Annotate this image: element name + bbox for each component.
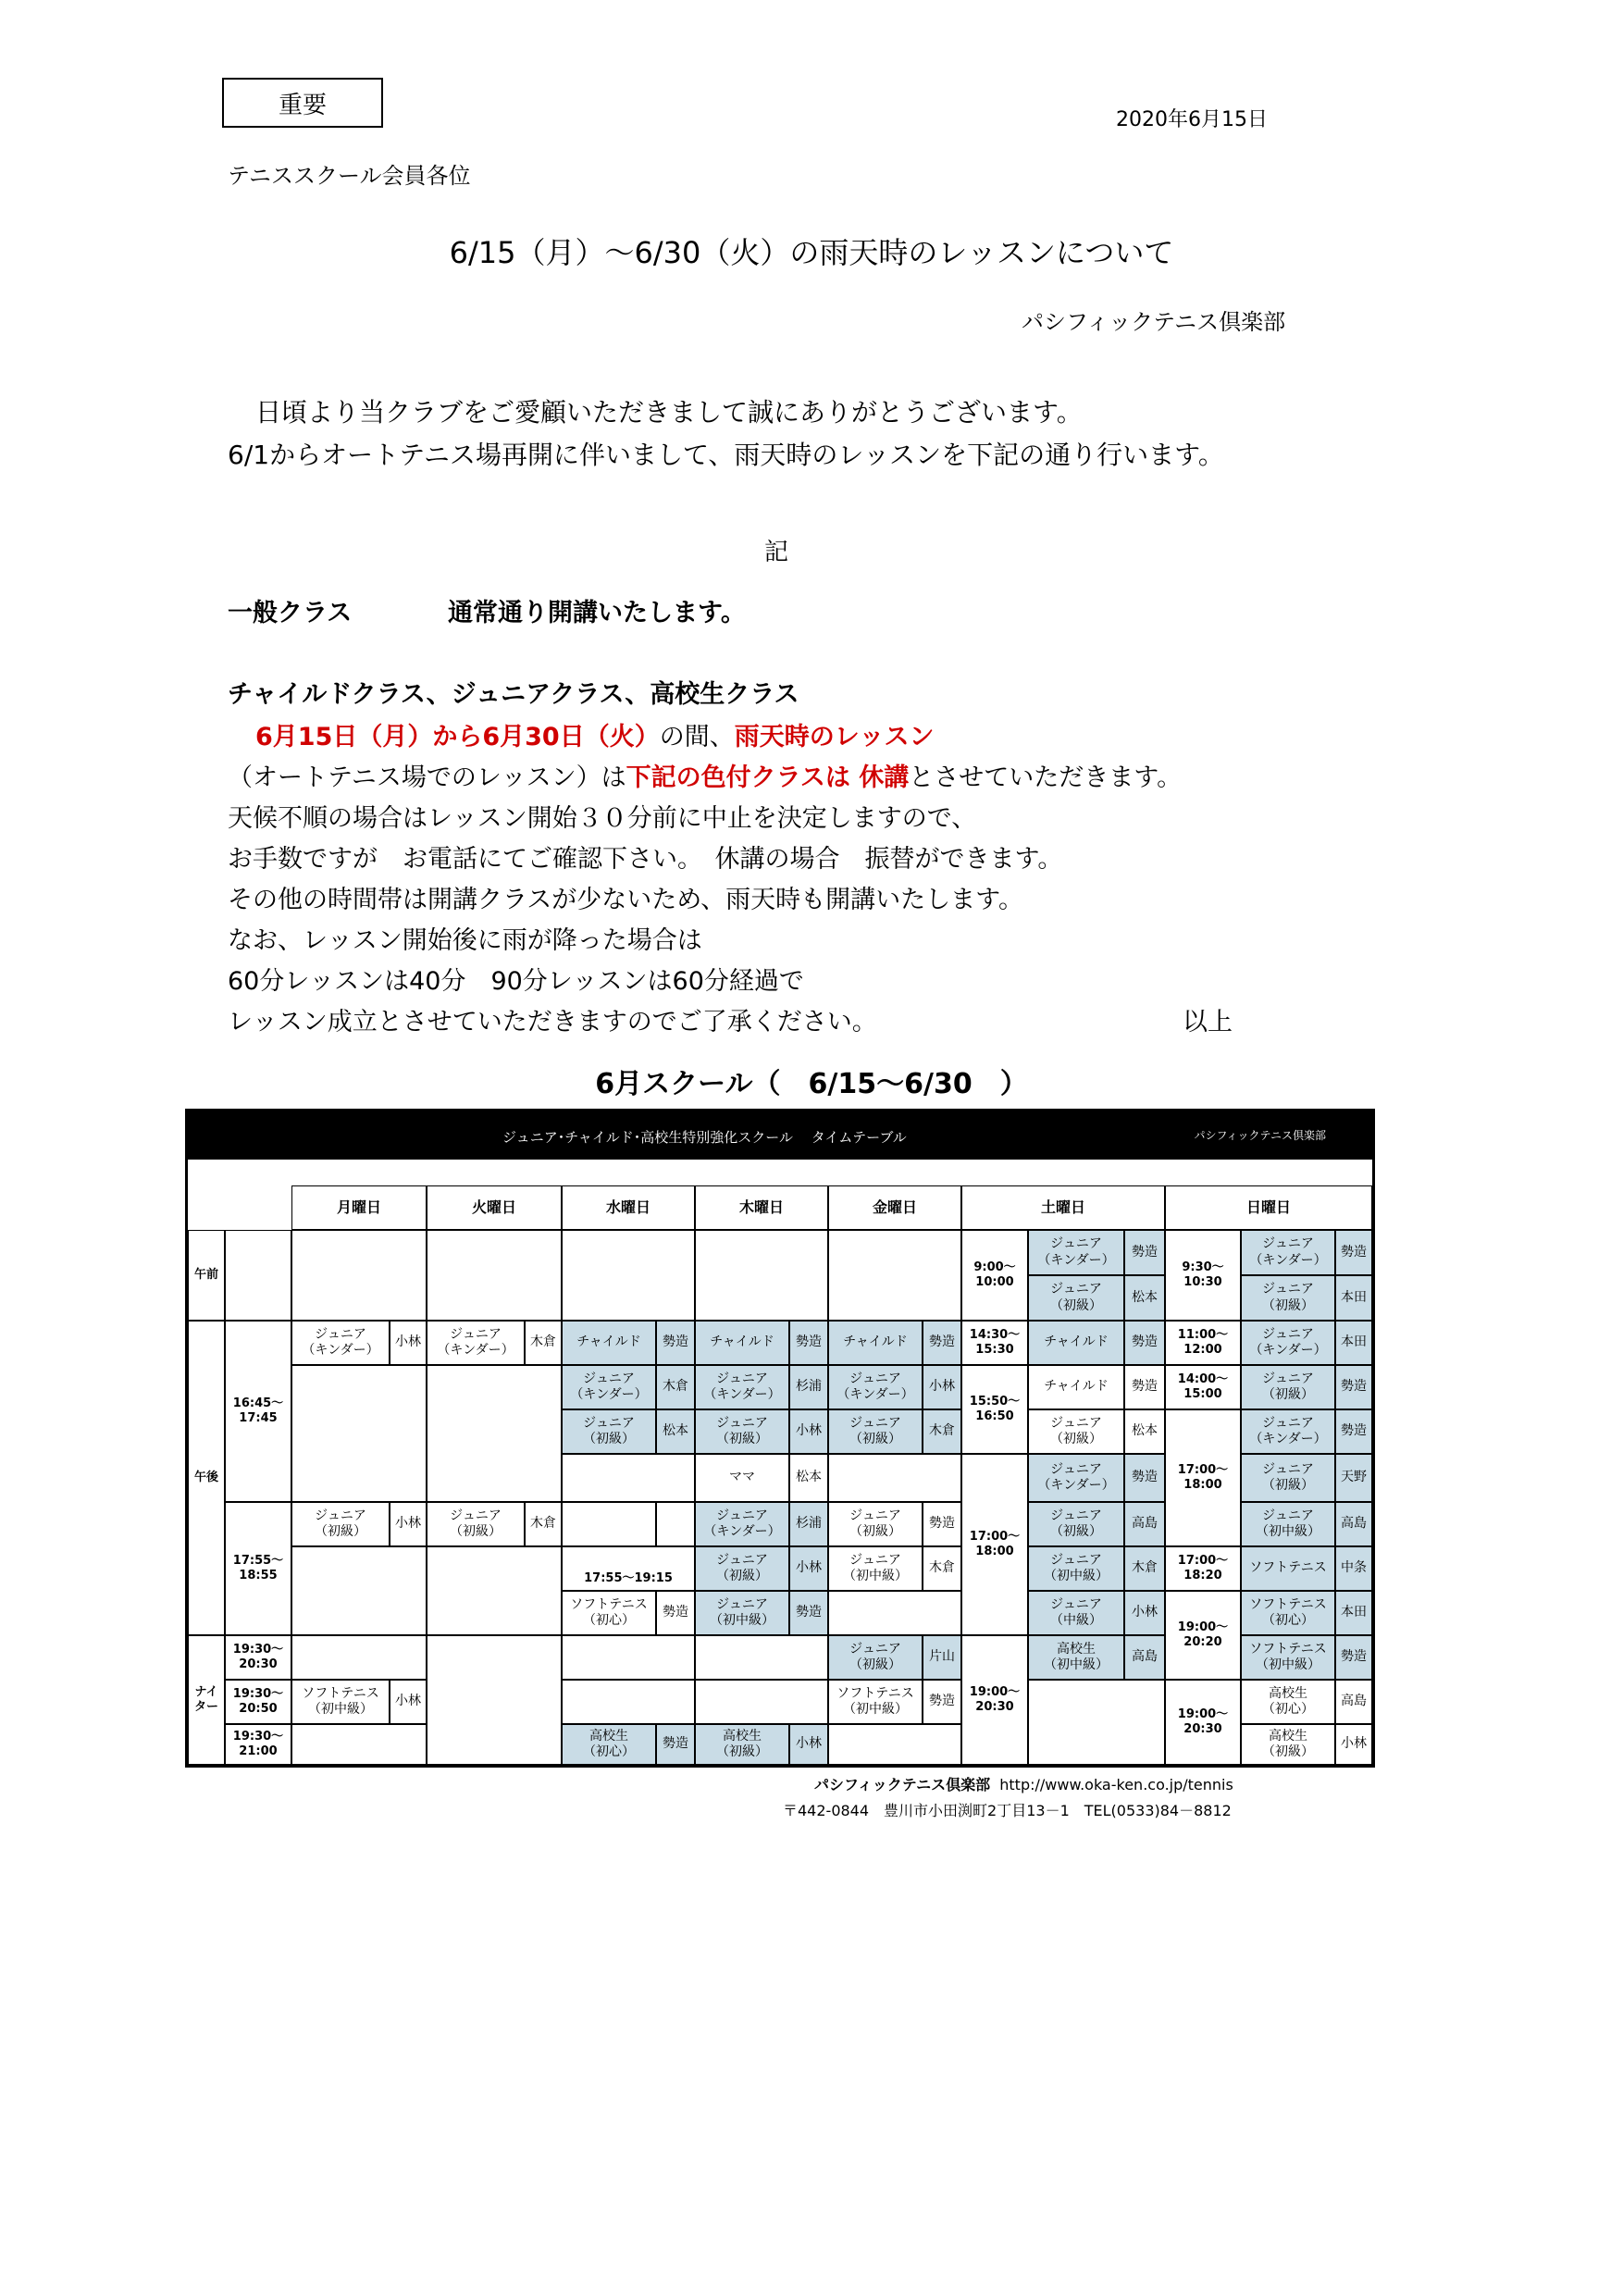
sun-coach: 本田 (1335, 1591, 1372, 1635)
cancel-red: 下記の色付クラスは 休講 (626, 763, 910, 792)
rain-lesson: 雨天時のレッスン (734, 723, 935, 751)
note-line-5: その他の時間帯は開講クラスが少ないため、雨天時も開講いたします。 (228, 886, 1023, 914)
time-n2: 19:30～ 20:50 (225, 1680, 291, 1724)
am-time-blank (225, 1230, 291, 1321)
thu-class: ママ (695, 1454, 789, 1502)
fri-class: チャイルド (828, 1321, 923, 1365)
sun-coach: 本田 (1335, 1321, 1372, 1365)
general-class-label: 一般クラス (228, 599, 353, 627)
note-line-7: 60分レッスンは40分 90分レッスンは60分経過で (228, 967, 804, 996)
time-sun7: 19:00～ 20:30 (1165, 1680, 1241, 1765)
wed-class: チャイルド (562, 1321, 656, 1365)
special-class-heading: チャイルドクラス、ジュニアクラス、高校生クラス (228, 680, 799, 709)
wed-blank (656, 1502, 695, 1546)
period-suffix: の間、 (659, 723, 735, 751)
am-wed-blank (562, 1230, 695, 1321)
sat-class: ジュニア （初中級） (1028, 1546, 1124, 1591)
am-tue-blank (427, 1230, 562, 1321)
fri-class: ジュニア （キンダー） (828, 1365, 923, 1409)
day-sat: 土曜日 (961, 1185, 1165, 1230)
wed-class: ジュニア （初級） (562, 1409, 656, 1454)
fri-class: ジュニア （初級） (828, 1635, 923, 1680)
fri-class: ジュニア （初級） (828, 1502, 923, 1546)
time-sat4: 17:00～ 18:00 (961, 1454, 1028, 1635)
wed-blank (562, 1454, 695, 1502)
document-date: 2020年6月15日 (1116, 108, 1268, 131)
sat-coach: 勢造 (1124, 1454, 1165, 1502)
wed-coach: 松本 (656, 1409, 695, 1454)
mon-blank (291, 1635, 427, 1680)
day-mon: 月曜日 (291, 1185, 427, 1230)
sun-coach: 勢造 (1335, 1409, 1372, 1454)
mon-class: ジュニア （キンダー） (291, 1321, 390, 1365)
time-sat2: 14:30～ 15:30 (961, 1321, 1028, 1365)
mon-coach: 小林 (390, 1502, 427, 1546)
day-thu: 木曜日 (695, 1185, 828, 1230)
sat-blank (1028, 1680, 1165, 1765)
time-sun6: 19:00～ 20:20 (1165, 1591, 1241, 1680)
footer-club-line (814, 1773, 1233, 1794)
sun-class: ジュニア （初級） (1241, 1365, 1335, 1409)
wed-coach: 勢造 (656, 1724, 695, 1765)
sat-class: ジュニア （キンダー） (1028, 1230, 1124, 1275)
time-sat3: 15:50～ 16:50 (961, 1365, 1028, 1454)
note-line-3: 天候不順の場合はレッスン開始３０分前に中止を決定しますので、 (228, 804, 977, 833)
day-tue: 火曜日 (427, 1185, 562, 1230)
note-line-6: なお、レッスン開始後に雨が降った場合は (228, 926, 702, 955)
fri-coach: 勢造 (923, 1680, 961, 1724)
fri-class: ジュニア （初級） (828, 1409, 923, 1454)
tue-blank (427, 1365, 562, 1502)
time-sun2: 11:00～ 12:00 (1165, 1321, 1241, 1365)
time-sun5: 17:00～ 18:20 (1165, 1546, 1241, 1591)
sat-coach: 木倉 (1124, 1546, 1165, 1591)
sat-class: チャイルド (1028, 1321, 1124, 1365)
sat-class: ジュニア （中級） (1028, 1591, 1124, 1635)
day-sun: 日曜日 (1165, 1185, 1372, 1230)
wed-blank (562, 1635, 695, 1680)
period-night: ナイター (188, 1635, 225, 1765)
tue-coach: 木倉 (525, 1321, 562, 1365)
thu-blank (695, 1635, 828, 1680)
sun-class: ソフトテニス （初中級） (1241, 1635, 1335, 1680)
time-sun3: 14:00～ 15:00 (1165, 1365, 1241, 1409)
footer-address: 〒442-0844 豊川市小田渕町2丁目13－1 TEL(0533)84－8812 (783, 1802, 1232, 1819)
time-wd2: 17:55～ 18:55 (225, 1502, 291, 1635)
timetable-header (188, 1111, 1372, 1160)
mon-blank (291, 1724, 427, 1765)
time-wd1: 16:45～ 17:45 (225, 1321, 291, 1502)
tue-blank (427, 1635, 562, 1765)
time-sun4: 17:00～ 18:00 (1165, 1409, 1241, 1546)
tue-class: ジュニア （キンダー） (427, 1321, 525, 1365)
thu-class: ジュニア （キンダー） (695, 1365, 789, 1409)
sat-coach: 勢造 (1124, 1321, 1165, 1365)
wed-night-time: 17:55～19:15 (562, 1546, 695, 1591)
footer-url[interactable]: http://www.oka-ken.co.jp/tennis (999, 1776, 1233, 1793)
thu-coach: 小林 (789, 1409, 828, 1454)
cancel-suffix: とさせていただきます。 (909, 763, 1183, 792)
sat-class: ジュニア （初級） (1028, 1409, 1124, 1454)
fri-class: ソフトテニス （初中級） (828, 1680, 923, 1724)
tue-coach: 木倉 (525, 1502, 562, 1546)
sun-class: ジュニア （初級） (1241, 1275, 1335, 1321)
wed-class: 高校生 （初心） (562, 1724, 656, 1765)
sun-class: ジュニア （キンダー） (1241, 1321, 1335, 1365)
cancel-prefix: （オートテニス場でのレッスン）は (228, 763, 626, 792)
sat-class: チャイルド (1028, 1365, 1124, 1409)
document-title: 6/15（月）～6/30（火）の雨天時のレッスンについて (449, 235, 1174, 270)
note-line-8: レッスン成立とさせていただきますのでご了承ください。 (228, 1008, 877, 1036)
ki-mark: 記 (764, 539, 789, 566)
sat-coach: 松本 (1124, 1409, 1165, 1454)
mon-blank (291, 1365, 427, 1502)
fri-coach: 勢造 (923, 1321, 961, 1365)
thu-coach: 小林 (789, 1546, 828, 1591)
period-dates: 6月15日（月）から6月30日（火） (255, 723, 660, 751)
sun-class: 高校生 （初心） (1241, 1680, 1335, 1724)
wed-coach: 勢造 (656, 1321, 695, 1365)
time-sun1: 9:30～ 10:30 (1165, 1230, 1241, 1321)
sat-coach: 松本 (1124, 1275, 1165, 1321)
sun-coach: 本田 (1335, 1275, 1372, 1321)
time-n1: 19:30～ 20:30 (225, 1635, 291, 1680)
wed-blank (562, 1502, 656, 1546)
fri-coach: 木倉 (923, 1409, 961, 1454)
sun-coach: 勢造 (1335, 1365, 1372, 1409)
time-sat5: 19:00～ 20:30 (961, 1635, 1028, 1765)
sat-coach: 勢造 (1124, 1230, 1165, 1275)
sat-class: 高校生 （初中級） (1028, 1635, 1124, 1680)
wed-coach: 木倉 (656, 1365, 695, 1409)
sun-coach: 中条 (1335, 1546, 1372, 1591)
sender: パシフィックテニス倶楽部 (1022, 309, 1286, 335)
intro-line-1: 日頃より当クラブをご愛顧いただきまして誠にありがとうございます。 (255, 397, 1083, 428)
wed-class: ソフトテニス （初心） (562, 1591, 656, 1635)
fri-blank (828, 1591, 961, 1635)
thu-coach: 杉浦 (789, 1502, 828, 1546)
addressee: テニススクール会員各位 (228, 163, 471, 189)
thu-class: ジュニア （キンダー） (695, 1502, 789, 1546)
sat-coach: 高島 (1124, 1635, 1165, 1680)
mon-class: ジュニア （初級） (291, 1502, 390, 1546)
fri-coach: 勢造 (923, 1502, 961, 1546)
thu-coach: 勢造 (789, 1321, 828, 1365)
am-mon-blank (291, 1230, 427, 1321)
day-wed: 水曜日 (562, 1185, 695, 1230)
thu-class: ジュニア （初級） (695, 1546, 789, 1591)
fri-coach: 小林 (923, 1365, 961, 1409)
footer-club: パシフィックテニス倶楽部 (814, 1776, 991, 1793)
thu-coach: 松本 (789, 1454, 828, 1502)
tue-class: ジュニア （初級） (427, 1502, 525, 1546)
fri-class: ジュニア （初中級） (828, 1546, 923, 1591)
timetable (185, 1109, 1375, 1768)
period-pm: 午後 (188, 1321, 225, 1635)
sun-coach: 小林 (1335, 1724, 1372, 1765)
mon-blank (291, 1546, 427, 1635)
mon-coach: 小林 (390, 1680, 427, 1724)
sun-class: ジュニア （キンダー） (1241, 1230, 1335, 1275)
day-fri: 金曜日 (828, 1185, 961, 1230)
sat-class: ジュニア （キンダー） (1028, 1454, 1124, 1502)
period-am: 午前 (188, 1230, 225, 1321)
schedule-title: 6月スクール（ 6/15～6/30 ） (595, 1068, 1028, 1100)
sat-coach: 小林 (1124, 1591, 1165, 1635)
timetable-club: パシフィックテニス倶楽部 (1194, 1129, 1326, 1142)
fri-blank (828, 1724, 961, 1765)
sun-class: ソフトテニス （初心） (1241, 1591, 1335, 1635)
sat-coach: 勢造 (1124, 1365, 1165, 1409)
thu-coach: 勢造 (789, 1591, 828, 1635)
time-n3: 19:30～ 21:00 (225, 1724, 291, 1765)
am-thu-blank (695, 1230, 828, 1321)
intro-line-2: 6/1からオートテニス場再開に伴いまして、雨天時のレッスンを下記の通り行います。 (228, 440, 1224, 470)
ijo: 以上 (1183, 1008, 1233, 1036)
sat-coach: 高島 (1124, 1502, 1165, 1546)
sat-class: ジュニア （初級） (1028, 1502, 1124, 1546)
sun-coach: 天野 (1335, 1454, 1372, 1502)
sun-coach: 勢造 (1335, 1230, 1372, 1275)
wed-coach: 勢造 (656, 1591, 695, 1635)
sun-class: 高校生 （初級） (1241, 1724, 1335, 1765)
thu-class: 高校生 （初級） (695, 1724, 789, 1765)
fri-blank (828, 1454, 961, 1502)
tue-blank (427, 1546, 562, 1635)
mon-coach: 小林 (390, 1321, 427, 1365)
timetable-title: ジュニア･チャイルド･高校生特別強化スクール タイムテーブル (502, 1129, 907, 1146)
thu-coach: 小林 (789, 1724, 828, 1765)
note-line-4: お手数ですが お電話にてご確認下さい。 休講の場合 振替ができます。 (228, 845, 1063, 874)
wed-class: ジュニア （キンダー） (562, 1365, 656, 1409)
sun-class: ジュニア （初中級） (1241, 1502, 1335, 1546)
mon-class: ソフトテニス （初中級） (291, 1680, 390, 1724)
fri-coach: 片山 (923, 1635, 961, 1680)
period-line (255, 716, 934, 752)
fri-coach: 木倉 (923, 1546, 961, 1591)
sun-coach: 高島 (1335, 1502, 1372, 1546)
thu-class: チャイルド (695, 1321, 789, 1365)
thu-class: ジュニア （初中級） (695, 1591, 789, 1635)
sat-class: ジュニア （初級） (1028, 1275, 1124, 1321)
wed-blank (562, 1680, 695, 1724)
sun-coach: 勢造 (1335, 1635, 1372, 1680)
sun-class: ジュニア （初級） (1241, 1454, 1335, 1502)
am-fri-blank (828, 1230, 961, 1321)
cancel-line (228, 757, 1182, 793)
thu-coach: 杉浦 (789, 1365, 828, 1409)
thu-class: ジュニア （初級） (695, 1409, 789, 1454)
sun-class: ジュニア （キンダー） (1241, 1409, 1335, 1454)
sun-coach: 高島 (1335, 1680, 1372, 1724)
time-sat1: 9:00～ 10:00 (961, 1230, 1028, 1321)
general-class-text: 通常通り開講いたします。 (448, 599, 746, 627)
sun-class: ソフトテニス (1241, 1546, 1335, 1591)
important-badge: 重要 (222, 78, 383, 128)
thu-blank (695, 1680, 828, 1724)
